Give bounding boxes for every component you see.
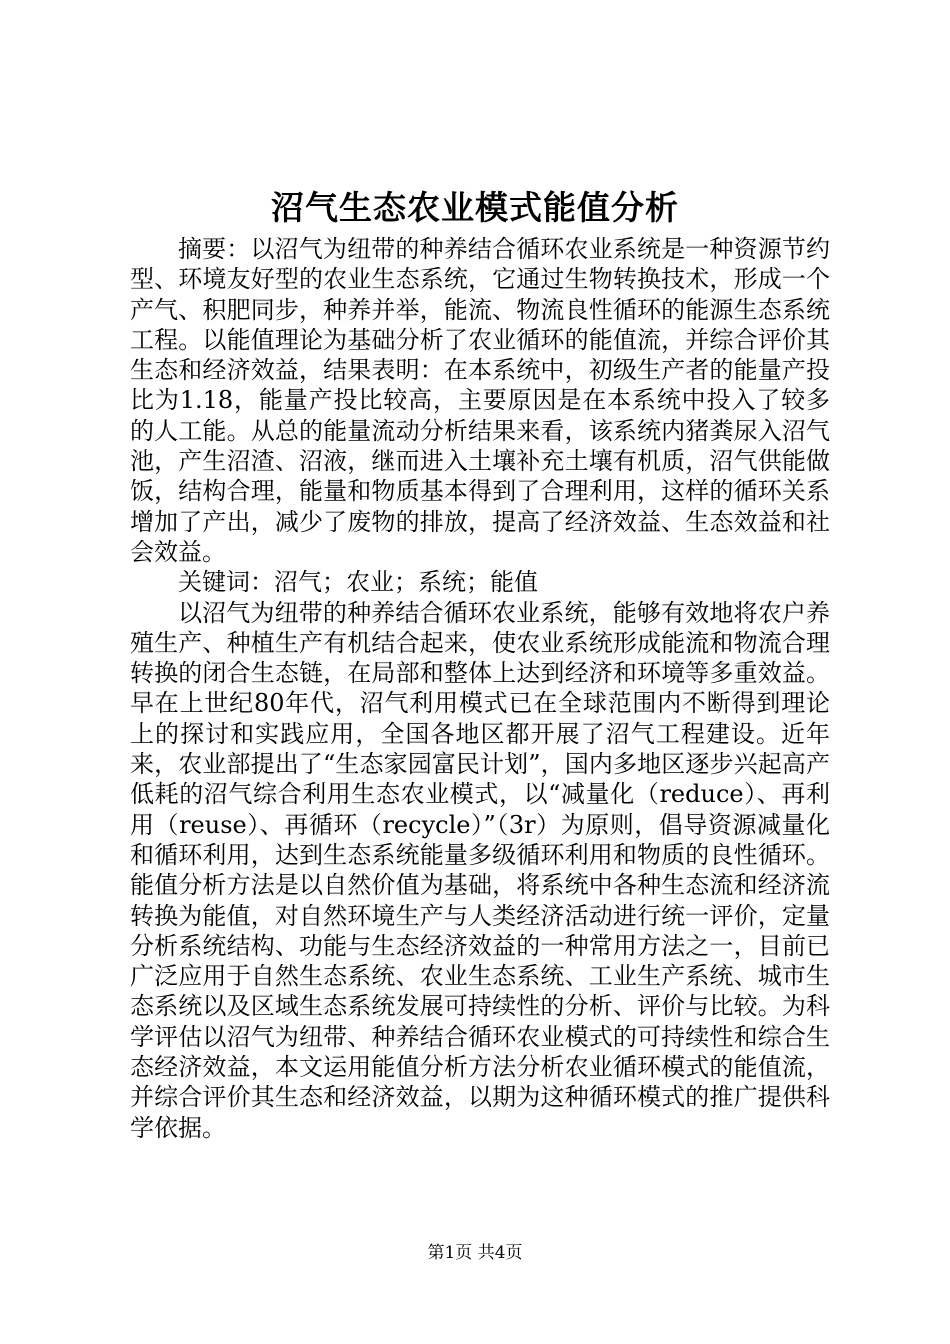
keywords-paragraph: 关键词：沼气；农业；系统；能值: [178, 568, 538, 597]
document-title: 沼气生态农业模式能值分析: [271, 188, 679, 227]
page-number-footer: 第1页 共4页: [427, 1243, 523, 1263]
abstract-paragraph: 摘要：以沼气为纽带的种养结合循环农业系统是一种资源节约型、环境友好型的农业生态系统，它通过生物转换技术，形成一个产气、积肥同步，种养并举，能流、物流良性循环的能源生态系统工程。以能值理论为基础分析了农业循环的能值流，并综合评价其生态和经济效益，结果表明：在本系统中，初级生产者的能量产投比为1.18，能量产投比较高，主要原因是在本系统中投入了较多的人工能。从总的能量流动分析结果来看，该系统内猪粪尿入沼气池，产生沼渣、沼液，继而进入土壤补充土壤有机质，沼气供能做饭，结构合理，能量和物质基本得到了合理利用，这样的循环关系增加了产出，减少了废物的排放，提高了经济效益、生态效益和社会效益。: [130, 235, 830, 566]
document-body: [130, 234, 830, 1143]
intro-paragraph: 以沼气为纽带的种养结合循环农业系统，能够有效地将农户养殖生产、种植生产有机结合起来，使农业系统形成能流和物流合理转换的闭合生态链，在局部和整体上达到经济和环境等多重效益。早在上世纪80年代，沼气利用模式已在全球范围内不断得到理论上的探讨和实践应用，全国各地区都开展了沼气工程建设。近年来，农业部提出了“生态家园富民计划”，国内多地区逐步兴起高产低耗的沼气综合利用生态农业模式，以“减量化（reduce）、再利用（reuse）、再循环（recycle）”（3r）为原则，倡导资源减量化和循环利用，达到生态系统能量多级循环利用和物质的良性循环。能值分析方法是以自然价值为基础，将系统中各种生态流和经济流转换为能值，对自然环境生产与人类经济活动进行统一评价，定量分析系统结构、功能与生态经济效益的一种常用方法之一，目前已广泛应用于自然生态系统、农业生态系统、工业生产系统、城市生态系统以及区域生态系统发展可持续性的分析、评价与比较。为科学评估以沼气为纽带、种养结合循环农业模式的可持续性和综合生态经济效益，本文运用能值分析方法分析农业循环模式的能值流，并综合评价其生态和经济效益，以期为这种循环模式的推广提供科学依据。: [130, 598, 830, 1142]
